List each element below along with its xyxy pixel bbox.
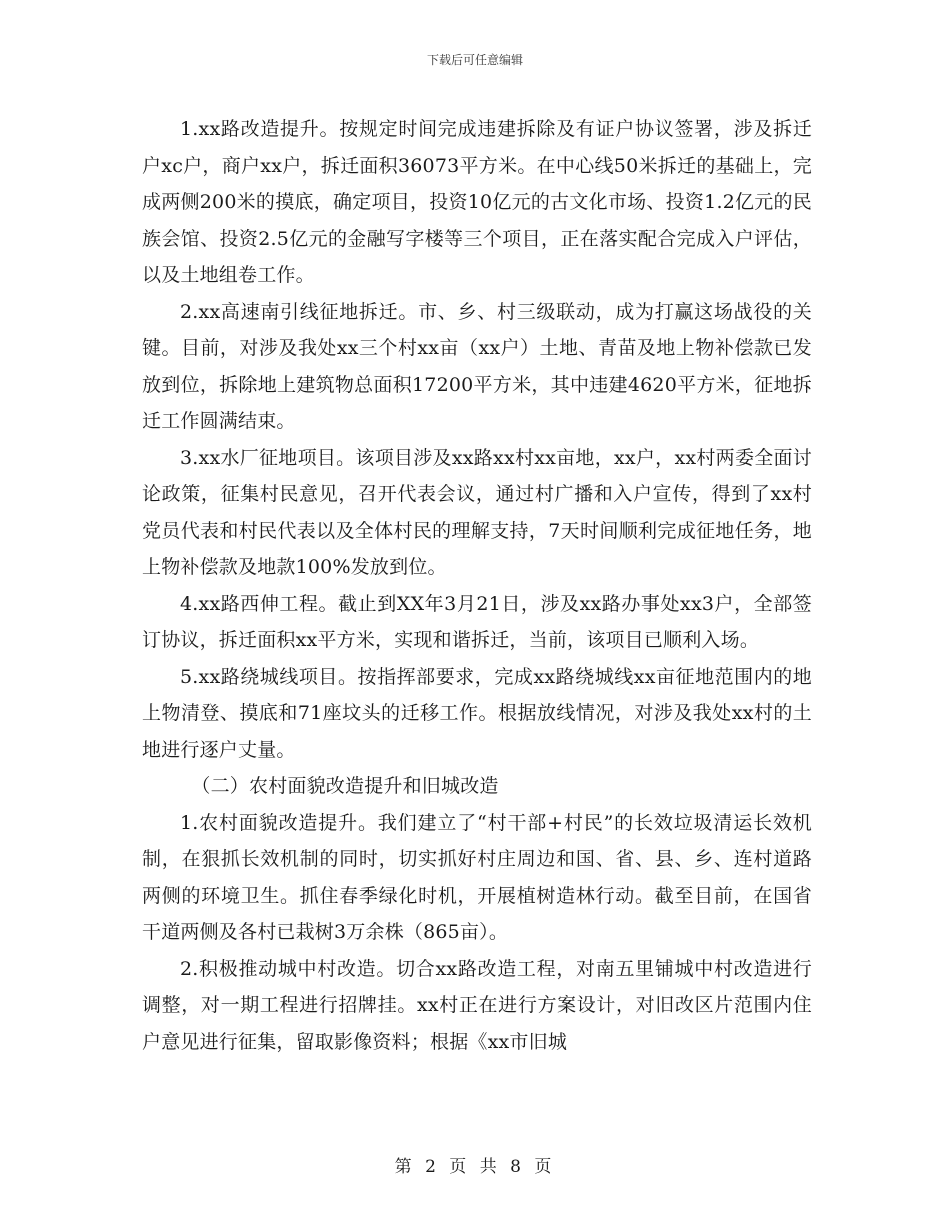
paragraph-4: 4.xx路西伸工程。截止到XX年3月21日，涉及xx路办事处xx3户，全部签订协议，拆迁面积xx平方米，实现和谐拆迁，当前，该项目已顺利入场。 [142,592,812,651]
page-footer: 第 2 页 共 8 页 [394,1157,556,1177]
page-header: 下载后可任意编辑 [426,53,523,67]
paragraph-5: 5.xx路绕城线项目。按指挥部要求，完成xx路绕城线xx亩征地范围内的地上物清登、摸底和71座坟头的迁移工作。根据放线情况，对涉及我处xx村的土地进行逐户丈量。 [142,665,812,761]
paragraph-1: 1.xx路改造提升。按规定时间完成违建拆除及有证户协议签署，涉及拆迁户xc户，商户xx户，拆迁面积36073平方米。在中心线50米拆迁的基础上，完成两侧200米的摸底，确定项目，投资10亿元的古文化市场、投资1.2亿元的民族会馆、投资2.5亿元的金融写字楼等三个项目，正在落实配合完成入户评估，以及土地组卷工作。 [142,118,812,286]
paragraph-3: 3.xx水厂征地项目。该项目涉及xx路xx村xx亩地，xx户，xx村两委全面讨论政策，征集村民意见，召开代表会议，通过村广播和入户宣传，得到了xx村党员代表和村民代表以及全体村民的理解支持，7天时间顺利完成征地任务，地上物补偿款及地款100%发放到位。 [142,446,812,578]
paragraph-6: 1.农村面貌改造提升。我们建立了“村干部+村民”的长效垃圾清运长效机制，在狠抓长效机制的同时，切实抓好村庄周边和国、省、县、乡、连村道路两侧的环境卫生。抓住春季绿化时机，开展植树造林行动。截至目前，在国省干道两侧及各村已栽树3万余株（865亩）。 [142,811,812,943]
document-body [142,111,812,1060]
paragraph-7: 2.积极推动城中村改造。切合xx路改造工程，对南五里铺城中村改造进行调整，对一期工程进行招牌挂。xx村正在进行方案设计，对旧改区片范围内住户意见进行征集，留取影像资料；根据《xx市旧城 [142,957,812,1053]
section-heading: （二）农村面貌改造提升和旧城改造 [191,775,499,797]
paragraph-2: 2.xx高速南引线征地拆迁。市、乡、村三级联动，成为打赢这场战役的关键。目前，对涉及我处xx三个村xx亩（xx户）土地、青苗及地上物补偿款已发放到位，拆除地上建筑物总面积17200平方米，其中违建4620平方米，征地拆迁工作圆满结束。 [142,300,812,432]
